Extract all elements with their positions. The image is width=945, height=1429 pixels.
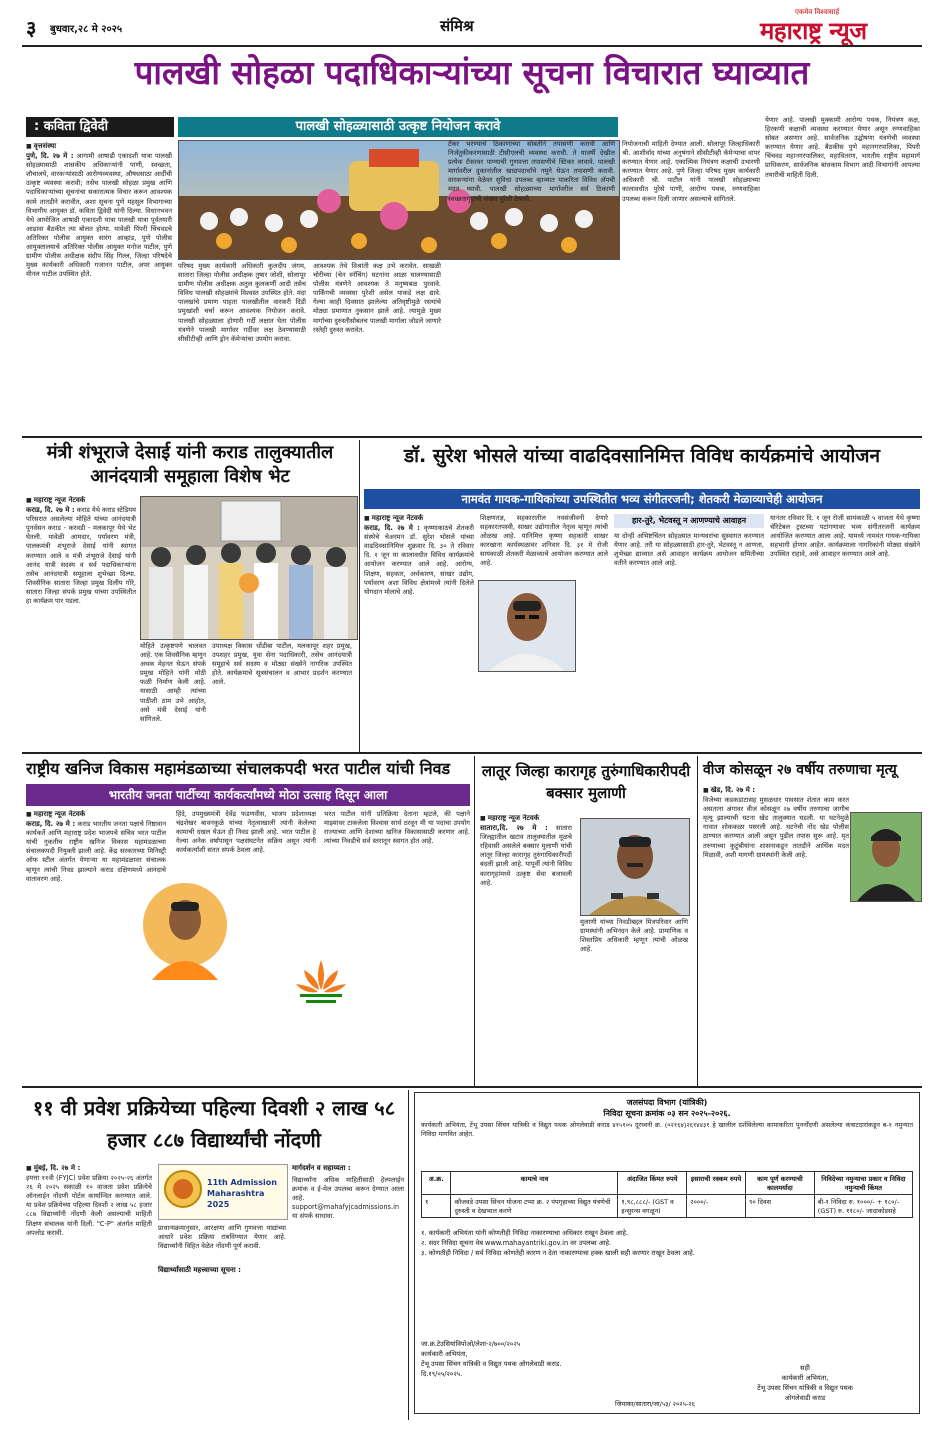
- story7-col2-subhead: विद्यार्थ्यांसाठी महत्त्वाच्या सूचना :: [158, 1266, 241, 1274]
- story2-col2: मोहिते उत्कृष्टपणे चालवत आहे. एक शिवसैनिक म्हणून अथक मेहनत घेऊन संपर्क प्रमुख मोहिते यांनी मोठी फळी निर्माण केली आहे. यासाठी आम्ही त्यांच्या पाठीशी ठाम उभे आहोत, असे मंत्री देसाई यांनी सांगितले.: [140, 642, 206, 723]
- tender-col-header: कामाचे नाव: [451, 1172, 618, 1195]
- story2-byline: ■ महाराष्ट्र न्यूज नेटवर्क: [26, 496, 136, 505]
- story1-dateline: पुणे, दि. २७ मे :: [26, 152, 74, 161]
- tender-note: २. सदर निविदा सूचना वेब www.mahayantriki.gov.in वर उपलब्ध आहे.: [421, 1239, 612, 1247]
- story7-headline: ११ वी प्रवेश प्रक्रियेच्या पहिल्या दिवशी २ लाख ५८ हजार ८८७ विद्यार्थ्यांची नोंदणी: [32, 1096, 396, 1152]
- story2-col3: उपाध्यक्ष विकास धोंडीबा पाटील, मलकापूर शहर प्रमुख, उपशहर प्रमुख, युवा सेना पदाधिकारी, तसेच आनंदयात्री समूहाचे सर्व सदस्य व मोठ्या संख्येने नागरिक उपस्थित होते. कार्यक्रमाचे सूत्रसंचालन व आभार प्रदर्शन करण्यात आले.: [212, 642, 352, 687]
- tender-notes: [421, 1228, 913, 1258]
- tender-ref-office: कार्यकारी अभियंता,: [421, 1350, 468, 1358]
- header-date: बुधवार,२८ मे २०२५: [50, 24, 123, 35]
- story4-headline: राष्ट्रीय खनिज विकास महामंडळाच्या संचालकपदी भरत पाटील यांची निवड: [26, 759, 451, 778]
- story5-headline: लातूर जिल्हा कारागृह तुरुंगाधिकारीपदी बक्सार मुलाणी: [481, 762, 691, 802]
- story5-col1-text: सातारा जिल्ह्यातील खटाव तालुक्यातील मूळचे रहिवासी असलेले बक्सार मुलाणी यांची लातूर जिल्हा कारागृह तुरुंगाधिकारीपदी बदली झाली आहे. यापूर्वी त्यांनी विविध कारागृहांमध्ये उत्कृष्ट सेवा बजावली आहे.: [480, 824, 572, 887]
- story3-box-title: हार-तुरे, भेटवस्तू न आणण्याचे आवाहन: [614, 514, 764, 528]
- story7-col3-subhead: मार्गदर्शन व सहाय्यता :: [292, 1164, 351, 1172]
- tender-footer-code: जिमाका/सातारा/जा/५३/ २०२५-२६: [615, 1400, 695, 1408]
- vrule-tender: [408, 1090, 409, 1420]
- tender-sign-line: कार्यकारी अभियंता,: [781, 1374, 829, 1382]
- story2-headline: मंत्री शंभूराजे देसाई यांनी कराड तालुक्यातील आनंदयात्री समूहाला विशेष भेट: [46, 442, 334, 487]
- header-rule: [22, 45, 922, 47]
- story3-col4: यानंतर रविवार दि. १ जून रोजी सायंकाळी ५ वाजता येथे कृष्णा चॅरिटेबल ट्रस्टच्या पटांगणावर भव्य संगीतरजनी कार्यक्रम आयोजित करण्यात आला आहे. यामध्ये नामवंत गायक-गायिका सहभागी होणार आहेत. कार्यक्रमाला नागरिकांनी मोठ्या संख्येने उपस्थित राहावे, असे आवाहन करण्यात आले आहे.: [770, 514, 920, 559]
- table-cell: ९० दिवस: [746, 1195, 815, 1218]
- story7-col1-text: इयत्ता ११वी (FYJC) प्रवेश प्रक्रिया २०२५-२६ अंतर्गत २६ मे २०२५ सकाळी १० वाजता प्रवेश प्रक्रियेचे ऑनलाईन नोंदणी पोर्टल कार्यान्वित करण्यात आले. या प्रवेश प्रक्रियेच्या पहिल्या दिवशी २ लाख ५८ हजार ८८७ विद्यार्थ्यांनी नोंदणी केली असल्याची माहिती शिक्षण संचालक यांनी दिली. "C-P" अंतर्गत माहिती अपलोड करावी.: [26, 1174, 152, 1237]
- story3-byline: ■ महाराष्ट्र न्यूज नेटवर्क: [364, 514, 474, 523]
- story6-headline: वीज कोसळून २७ वर्षीय तरुणाचा मृत्यू: [703, 762, 897, 778]
- tender-notice-box: [414, 1092, 920, 1414]
- story7-col2-more: [158, 1278, 286, 1410]
- story3-subhead: नामवंत गायक-गायिकांच्या उपस्थितीत भव्य संगीतरजनी; शेतकरी मेळाव्याचेही आयोजन: [364, 489, 920, 509]
- vrule-story2: [359, 440, 360, 752]
- fyjc-logo-caption: 11th Admission Maharashtra 2025: [207, 1178, 277, 1209]
- tender-note: ३. कोणतीही निविदा / सर्व निविदा कोणतेही कारण न देता नाकारण्याचा हक्क खाली सही करणार राखून ठेवला आहे.: [421, 1249, 695, 1257]
- page-number: ३: [26, 16, 37, 40]
- story1-col1: [26, 142, 172, 432]
- story4-col1-text: कराड भारतीय जनता पक्षाचे निष्ठावान कार्यकर्ते आणि महाराष्ट्र प्रदेश भाजपचे सचिव भरत पाटील यांची नुकतीच राष्ट्रीय खनिज विकास महामंडळाच्या संचालकपदी नियुक्ती झाली आहे. केंद्र सरकारच्या मिनिस्ट्री ऑफ स्टील अंतर्गत येणाऱ्या या महामंडळावर संचालक म्हणून त्यांची निवड झाल्याने कराड दक्षिणमध्ये आनंदाचे वातावरण आहे.: [26, 820, 166, 883]
- story6-col1-text: विजेच्या कडकडाटासह मुसळधार पावसात शेतात काम करत असताना अंगावर वीज कोसळून २७ वर्षीय तरुणाचा जागीच मृत्यू झाल्याची घटना खेड तालुक्यात घडली. या घटनेमुळे गावात शोककळा पसरली आहे. घटनेची नोंद खेड पोलीस ठाण्यात करण्यात आली असून पुढील तपास सुरू आहे. मृत तरुणाच्या कुटुंबीयांना शासनाकडून तातडीने आर्थिक मदत मिळावी, अशी मागणी ग्रामस्थांनी केली आहे.: [703, 796, 849, 859]
- story1-author: : कविता द्विवेदी: [26, 117, 174, 137]
- story6-col1: [703, 786, 849, 1080]
- tender-ref-number: जा.क्र.टेउसियांविपोओ/लेशा-२/७००/२०२५: [421, 1340, 521, 1348]
- story1-subhead: पालखी सोहळ्यासाठी उत्कृष्ट नियोजन करावे: [178, 117, 618, 137]
- tender-signature: [705, 1363, 905, 1403]
- fyjc-admission-logo: [158, 1164, 288, 1220]
- story3-col1: [364, 514, 474, 748]
- story1-col3: आवश्यक तेथे विश्रांती कक्ष उभे करावेत. साखळी चोरीच्या (चेन स्नॅचिंग) घटनांना आळा घालण्यासाठी पोलीस यंत्रणेने आवश्यक ते मनुष्यबळ पुरवावे. पार्किंगची व्यवस्था पुरेशी असेल याकडे लक्ष द्यावे. गेल्या काही दिवसात झालेल्या अतिवृष्टीमुळे रस्त्यांचे मोठ्या प्रमाणात नुकसान झाले आहे. त्यामुळे मुख्य मार्गाच्या दुरुस्तीसोबतच पालखी मार्गाला जोडले जाणारे रस्तेही दुरुस्त करावेत.: [313, 262, 441, 334]
- story1-col2: परिषद मुख्य कार्यकारी अधिकारी कुलदीप जंगम, सातारा जिल्हा पोलीस अधीक्षक तुषार जोशी, सोलापूर ग्रामीण पोलीस अधीक्षक अतुल कुलकर्णी आदी तसेच विविध पालखी सोहळ्यांचे विश्वस्त उपस्थित होते. मंदा पालखांचे प्रमाण पाहता पालखीतील वारकरी दिंडी प्रमुखांशी चर्चा करून आवश्यक नियोजन करावे. पालखी सोहळ्याला होणारी गर्दी लक्षात घेता पोलीस यंत्रणेने पालखी मार्गावर गर्दीवर लक्ष ठेवण्यासाठी सीसीटीव्ही आणि ड्रोन कॅमेऱ्यांचा उपयोग करावा.: [178, 262, 306, 343]
- tender-table: [421, 1171, 913, 1218]
- story3-col1-text: कृष्णाकाठचे शेतकरी संस्थेचे चेअरमन डॉ. सुरेश भोसले यांच्या वाढदिवसानिमित्त शुक्रवार दि. ३० ते रविवार दि. १ जून या कालावधीत विविध कार्यक्रमांचे आयोजन करण्यात आले आहे. आरोग्य, शिक्षण, सहकार, अर्थकारण, साखर उद्योग, पर्यावरण अशा विविध क्षेत्रांमध्ये त्यांनी दिलेले योगदान मोलाचे आहे.: [364, 524, 474, 596]
- table-cell: १,९८,८८८/- (GST व इन्सुरन्स वगळून): [618, 1195, 687, 1218]
- story7-col3: विद्यार्थ्यांना अधिक माहितीसाठी हेल्पलाईन क्रमांक व ई-मेल उपलब्ध करून देण्यात आला आहे. support@mahafyjcadmissions.in या संपर्क साधावा.: [292, 1176, 404, 1221]
- story4-col3: भरत पाटील यांनी प्रतिक्रिया देताना म्हटले, की पक्षाने माझ्यावर टाकलेला विश्वास सार्थ ठरवून मी या पदाचा उपयोग राज्याच्या आणि देशाच्या खनिज विकासासाठी करणार आहे. त्यांच्या निवडीचे सर्व स्तरातून स्वागत होत आहे.: [324, 810, 470, 846]
- story1-col4: टँकर भरण्याचे ठिकाणांच्या सोबतीने तपासणी करावी आणि निर्जंतुकीकरणासाठी टीसीएलची व्यवस्था करावी. ते यावर्षी देखील प्रत्येक टँकरवर पाण्याची गुणवत्ता तपासणीचे स्टिकर लावावे. पालखी मार्गावरील दुकानांतील खाद्यपदार्थांचे नमुने घेऊन तपासणी करावी. वारकऱ्यांना वेळेवर सुविधा उपलब्ध व्हाव्यात याकरिता विविध अ‍ॅपची मदत घ्यावी. पालखी सोहळ्याच्या मार्गावरील सर्व ठिकाणी स्वच्छतागृहांची संख्या पुरेशी ठेवावी.: [448, 140, 615, 203]
- story1-col6: येणार आहे. पालखी मुक्कामी आरोग्य पथक, नियंत्रण कक्ष, हिरकणी कक्षाची व्यवस्था करण्यात येणार असून रुग्णवाहिका सोबत असणार आहे. सार्वजनिक उद्घोषणा यंत्रणेची व्यवस्था करण्यात येणार आहे. बैठकीस पुणे महानगरपालिका, पिंपरी चिंचवड महानगरपालिका, महावितरण, भारतीय राष्ट्रीय महामार्ग प्राधिकरण, सार्वजनिक बांधकाम विभाग आदी विभागांनी आपल्या तयारीची माहिती दिली.: [765, 116, 920, 179]
- story4-subhead: भारतीय जनता पार्टीच्या कार्यकर्त्यांमध्ये मोठा उत्साह दिसून आला: [26, 784, 470, 806]
- story3-headline: डॉ. सुरेश भोसले यांच्या वाढदिवसानिमित्त विविध कार्यक्रमांचे आयोजन: [403, 445, 881, 467]
- tender-ref-date: दि.१९/०५/२०२५.: [421, 1370, 463, 1378]
- tender-table-header: [422, 1172, 913, 1195]
- story1-col5: नियोजनाची माहिती देण्यात आली. सोलापूर जिल्हाधिकारी श्री. आशीर्वाद यांच्या अनुषंगाने सीसीटीव्ही कॅमेऱ्याचा वापर करण्यात येणार आहे. एकात्मिक नियंत्रण कक्षाची उभारणी करण्यात येणार आहे. पुणे जिल्हा परिषद मुख्य कार्यकारी अधिकारी श्री. पाटील यांनी पालखी सोहळ्याच्या कालावधीत पुरेसे पाणी, आरोग्य पथक, रुग्णवाहिका उपलब्ध करून दिली जाणार असल्याचे सांगितले.: [622, 140, 760, 203]
- tender-col-header: निविदेच्या नमुन्याचा प्रकार व निविदा नमुन्याची किंमत: [814, 1172, 912, 1195]
- story5-byline: ■ महाराष्ट्र न्यूज नेटवर्क: [480, 814, 572, 823]
- tender-notice-number: निविदा सूचना क्रमांक ०३ सन २०२५-२०२६.: [603, 1109, 731, 1118]
- story6-byline: ■ खेड, दि. २७ मे :: [703, 786, 849, 795]
- story4-byline: ■ महाराष्ट्र न्यूज नेटवर्क: [26, 810, 166, 819]
- brand-tagline: एकमेव विश्वासार्ह: [795, 8, 840, 16]
- tender-col-header: काम पूर्ण करण्याची कालमर्यादा: [746, 1172, 815, 1195]
- story1-col1-text: आगामी आषाढी एकादशी यात्रा पालखी सोहळ्यासाठी शासकीय अधिकाऱ्यांनी पाणी, स्वच्छता, शौचालये, वारकऱ्यांसाठी आरोग्यव्यवस्था, औषधसाठा आदींची उत्कृष्ट व्यवस्था करावी; तसेच पालखी सोहळा प्रमुख आणि पदाधिकाऱ्यांच्या सूचनांचा सकारात्मक विचार करून आवश्यक कामे तातडीने करावीत, अशा सूचना पुणे महसूल विभागाच्या विभागीय आयुक्त डॉ. कविता द्विवेदी यांनी दिल्या. विधानभवन येथे आयोजित आषाढी एकादशी यात्रा पालखी यात्रा पूर्वतयारी आढावा बैठकीत त्या बोलत होत्या. यावेळी पिंपरी चिंचवडचे अतिरिक्त पोलीस आयुक्त सारंग आव्हाड, पुणे पोलीस आयुक्तालयाचे अतिरिक्त पोलीस आयुक्त मनोज पाटील, पुणे ग्रामीण पोलीस अधीक्षक संदीप सिंह गिल्ल, जिल्हा परिषदेचे मुख्य कार्यकारी अधिकारी गजानन पाटील, अपर आयुक्त मीनल पाटील उपस्थित होते.: [26, 152, 172, 279]
- tender-ref-office2: टेंभू उपसा सिंचन यांत्रिकी व विद्युत पथक ओगलेवाडी कराड.: [421, 1360, 562, 1368]
- brand-logo: महाराष्ट्र न्यूज: [760, 17, 867, 45]
- story7-byline: ■ मुंबई, दि. २७ मे :: [26, 1164, 152, 1173]
- story7-col1: [26, 1164, 152, 1410]
- story5-dateline: सातारा,दि. २७ मे :: [480, 824, 548, 833]
- mulani-portrait: [580, 818, 690, 916]
- rule-2: [22, 752, 922, 754]
- vrule-story5: [697, 756, 698, 1086]
- tender-intro: कार्यकारी अभियंता, टेंभू उपसा सिंचन यांत्रिकी व विद्युत पथक ओगलेवाडी कराड ४१५१०५ दूरध्वनी क्र. (०२१६४)२६१४४३१ हे खालील दर्शविलेल्या कामाकरिता पुनर्नोंदणी असलेल्या कंत्राटदारांकडून ब-१ नमुन्यात निविदा मागवित आहेत.: [421, 1121, 913, 1138]
- story2-col1: [26, 496, 136, 748]
- tender-sign-title: सही: [800, 1364, 810, 1372]
- tender-sign-line: टेंभू उपसा सिंचन यांत्रिकी व विद्युत पथक: [757, 1384, 853, 1392]
- story2-dateline: कराड, दि. २७ मे :: [26, 506, 75, 515]
- tender-col-header: अंदाजित किंमत रुपये: [618, 1172, 687, 1195]
- rule-1: [22, 436, 922, 438]
- suresh-bhosale-portrait: [478, 580, 576, 672]
- victim-portrait: [850, 812, 922, 902]
- story3-col2: शिक्षणतज्ञ, सहकारातील नवसंजीवनी देणारे सहकारतपस्वी, साखर उद्योगातील नेतृत्व म्हणून त्यांची ओळख आहे. यानिमित्त कृष्णा सहकारी साखर कारखाना कार्यस्थळावर शनिवार दि. ३१ मे रोजी सायंकाळी शेतकरी मेळाव्याचे आयोजन करण्यात आले आहे.: [480, 514, 608, 568]
- story3-col3: या दोन्ही अभिष्टचिंतन सोहळ्यात मान्यवरांचा सुस्वागत करण्यात येणार आहे. तरी या सोहळ्यासाठी हार-तुरे, भेटवस्तू न आणता, शुभेच्छा द्याव्यात असे आवाहन कार्यक्रम आयोजन समितीच्या वतीने करण्यात आले आहे.: [614, 532, 764, 568]
- vrule-story4: [474, 756, 475, 1086]
- table-row: [422, 1195, 913, 1218]
- section-name: संमिश्र: [440, 17, 474, 35]
- rule-3: [22, 1086, 922, 1088]
- story1-byline: ■ वृत्तसंस्था: [26, 142, 172, 151]
- story5-col2: मुलाणी यांच्या निवडीबद्दल मित्रपरिवार आणि ग्रामस्थांनी अभिनंदन केले आहे. प्रामाणिक व शिस्तप्रिय अधिकारी म्हणून त्यांची ओळख आहे.: [580, 918, 688, 954]
- tender-dept: जलसंपदा विभाग (यांत्रिकी): [626, 1098, 708, 1107]
- tender-reference: [421, 1339, 641, 1379]
- shambhuraje-group-photo: [140, 496, 358, 640]
- tender-col-header: अ.क्र.: [422, 1172, 451, 1195]
- story1-headline: पालखी सोहळा पदाधिकाऱ्यांच्या सूचना विचारात घ्याव्यात: [134, 53, 810, 92]
- tender-note: १. कार्यकारी अभियंता यांनी कोणतीही निविदा नाकारण्याचा अधिकार राखून ठेवला आहे.: [421, 1229, 629, 1237]
- table-cell: कौजवडे उपसा सिंचन योजना टप्पा क्र. २ पंपगृहाच्या विद्युत यंत्रणेची दुरुस्ती व देखभाल करणे: [451, 1195, 618, 1218]
- table-cell: १: [422, 1195, 451, 1218]
- story4-col2: हिंदे, उपमुख्यमंत्री देवेंद्र फडणवीस, भाजप प्रदेशाध्यक्ष चंद्रशेखर बावनकुळे यांच्या नेतृत्वाखाली त्यांनी केलेल्या कामाची दखल घेऊन ही निवड झाली आहे. भरत पाटील हे गेल्या अनेक वर्षांपासून पक्षसंघटनेत सक्रिय असून त्यांनी कार्यकर्त्यांशी सतत संपर्क ठेवला आहे.: [176, 810, 316, 855]
- story5-col1: [480, 814, 572, 1080]
- table-cell: २०००/-: [687, 1195, 746, 1218]
- story4-dateline: कराड, दि. २७ मे :: [26, 820, 76, 829]
- story7-col2: प्राधान्यक्रमानुसार, आरक्षणा आणि गुणवत्ता याद्यांच्या आधारे प्रवेश प्रक्रिया राबविण्यात येणार आहे. विद्यार्थ्यांनी विहित वेळेत नोंदणी पूर्ण करावी.: [158, 1224, 286, 1251]
- tender-col-header: इसाराची रक्कम रुपये: [687, 1172, 746, 1195]
- story2-col1-text: कराड येथे कराड स्टेडियम परिसरात असलेल्या मोहिते यांच्या आनंदयात्री पुनर्वसन कराड - करवडी - मलकापूर येथे भेट घेतली. यावेळी आमदार, पर्यावरण मंत्री, पालकमंत्री शंभूराजे देसाई यांनी स्वागत करण्यात आले व मंत्री शंभूराजे देसाई यांनी आनंद यात्री सदस्य व सर्व पदाधिकाऱ्यांना तसेच आनंदयात्री समूहाला शुभेच्छा दिल्या. शिवसैनिक सातारा जिल्हा प्रमुख दिलीप गोरे, सातारा जिल्हा संपर्क प्रमुख यांच्या उपस्थितीत हा कार्यक्रम पार पडला.: [26, 506, 136, 606]
- tender-sign-line: ओगलेवाडी कराड: [784, 1394, 826, 1402]
- story3-dateline: कराड, दि. २७ मे :: [364, 524, 420, 533]
- maharashtra-seal-icon: [163, 1169, 203, 1213]
- table-cell: बी-१ निविदा रु. १०००/- + १८०/- (GST) रु. ११८०/- जादाकोडसहे: [814, 1195, 912, 1218]
